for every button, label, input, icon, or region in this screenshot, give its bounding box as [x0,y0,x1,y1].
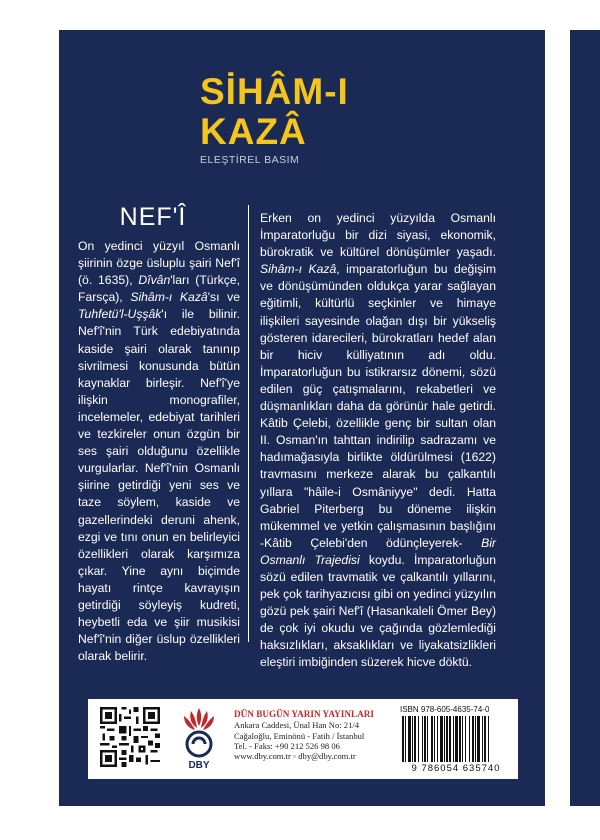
publisher-address-1: Ankara Caddesi, Ünal Han No: 21/4 [234,720,360,731]
barcode-bar [459,716,461,762]
barcode-bar [475,716,476,762]
blurb-text-1: On yedinci yüzyıl Osmanlı şiirinin özge üsluplu şairi Nef'î (ö. 1635), [78,239,240,288]
blurb-text-3: 'sı ve [207,290,240,305]
barcode-bar [418,716,419,762]
publisher-logo [174,704,224,772]
barcode-bar [405,716,406,762]
barcode-bar [440,716,443,762]
book-subtitle: ELEŞTİREL BASIM [200,154,300,166]
barcode-digits: 9 786054 635740 [411,763,501,774]
title-line-2: KAZÂ [200,111,307,152]
barcode-bar [422,716,423,762]
isbn-label: ISBN 978-605-4635-74-0 [400,705,490,714]
barcode-bar [469,716,470,762]
barcode-bar [414,716,416,762]
qr-code-icon [100,707,160,767]
blurb-siham: Sihâm-ı Kazâ [130,290,208,305]
book-title [200,72,349,152]
blurb-divan: Dîvân [138,273,171,288]
publisher-address-2: Cağaloğlu, Eminönü - Fatih / İstanbul [234,730,365,741]
barcode-bar [402,716,404,762]
barcode-bar [408,716,411,762]
barcode-bar [444,716,445,762]
barcode-bar [412,716,413,762]
spine-strip [570,30,600,806]
book-siham: Sihâm-ı Kazâ [260,262,337,277]
title-line-1: SİHÂM-I [200,71,349,112]
publisher-phone: Tel. - Faks: +90 212 526 98 06 [234,740,340,751]
blurb-tuhfe: Tuhfetü'l-Uşşâk [78,307,162,322]
publisher-info-box [88,699,518,779]
barcode-bar [449,716,451,762]
barcode-bar [437,716,438,762]
blurb-text-4: 'ı ile bilinir. Nef'î'nin Türk edebiyatında kaside şairi olarak tanınıp sivrilmesi konusunda bütün kaynaklar birleşir. Nef'î'ye ilişkin monografiler, incelemeler, edebiyat tarihleri ve tezkireler onun özgün bir ses şairi olduğunu özellikle vurgularlar. Nef'î'nin Osmanlı şiirine getirdiği yeni ses ve taze söylem, kaside ve gazellerindeki deruni ahenk, ezgi ve tını onun en belirleyici özellikleri olarak karşımıza çıkar. Yine aynı biçimde hayatı rintçe kavrayışın getirdiği söyleyiş kudreti, heybetli eda ve şiir musikisi Nef'î'nin diğer üslup özellikleri olarak belirir. [78,307,240,664]
barcode [400,716,512,762]
barcode-bar [482,716,483,762]
column-divider [248,205,249,642]
author-blurb [78,238,240,665]
barcode-bar [488,716,489,762]
barcode-bar [431,716,433,762]
isbn-block [400,705,512,775]
author-name: NEF'Î [119,203,187,231]
book-blurb-paragraph [260,210,496,672]
barcode-bar [427,716,428,762]
publisher-details [234,709,394,761]
publisher-web: www.dby.com.tr ◦ dby@dby.com.tr [234,751,356,762]
blurb-text-2: 'ları (Türkçe, Farsça), [78,273,240,305]
barcode-bar [434,716,435,762]
barcode-bar [455,716,458,762]
barcode-bar [477,716,480,762]
barcode-bar [472,716,474,762]
publisher-name: DÜN BUGÜN YARIN YAYINLARI [234,709,374,719]
barcode-bar [465,716,466,762]
barcode-bar [446,716,448,762]
barcode-bar [453,716,454,762]
author-blurb-paragraph [78,238,240,665]
book-text-1: Erken on yedinci yüzyılda Osmanlı İmparatorluğu bir dizi siyasi, ekonomik, bürokratik ve kültürel dönüşümler yaşadı. [260,211,496,260]
book-text-3: koydu. İmparatorluğun sözü edilen travmatik ve çalkantılı yıllarını, pek çok tarihyazıcısı gibi on yedinci yüzyılın gözü pek şairi Nef'î (Hasankaleli Ömer Bey) de çok iyi okudu ve çağında gözlemlediği haksızlıkları, aksaklıkları ve liyakatsizlikleri eleştiri imbiğinden süzerek hicve döktü. [260,552,497,670]
barcode-bar [484,716,486,762]
book-blurb [260,210,496,672]
barcode-bar [462,716,463,762]
barcode-bar [424,716,426,762]
book-text-2: , imparatorluğun bu değişim ve dönüşümünden oldukça yarar sağlayan eğitimli, kültürlü seçkinler ve himaye ilişkileri sayesinde olağan dışı bir yükseliş gösteren idarecileri, bürokratları hedef alan bir hiciv külliyatının adı oldu. İmparatorluğun bu istikrarsız dönemi, sözü edilen güç çatışmalarını, rekabetleri ve düşmanlıkları daha da görünür hale getirdi. Kâtib Çelebi, özellikle genç bir sultan olan II. Osman'ın tahttan indirilip sadrazamı ve hadımağasıyla birlikte öldürülmesi (1622) travmasını merkeze alarak bu çalkantılı yıllara "hâile-i Osmâniyye" dedi. Hatta Gabriel Piterberg bu döneme ilişkin mükemmel ve yetkin çalışmasının başlığını -Kâtib Çelebi'den ödünçleyerek- [260,262,496,550]
book-trajedi: Bir Osmanlı Trajedisi [260,535,496,567]
logo-text: DBY [188,760,210,771]
